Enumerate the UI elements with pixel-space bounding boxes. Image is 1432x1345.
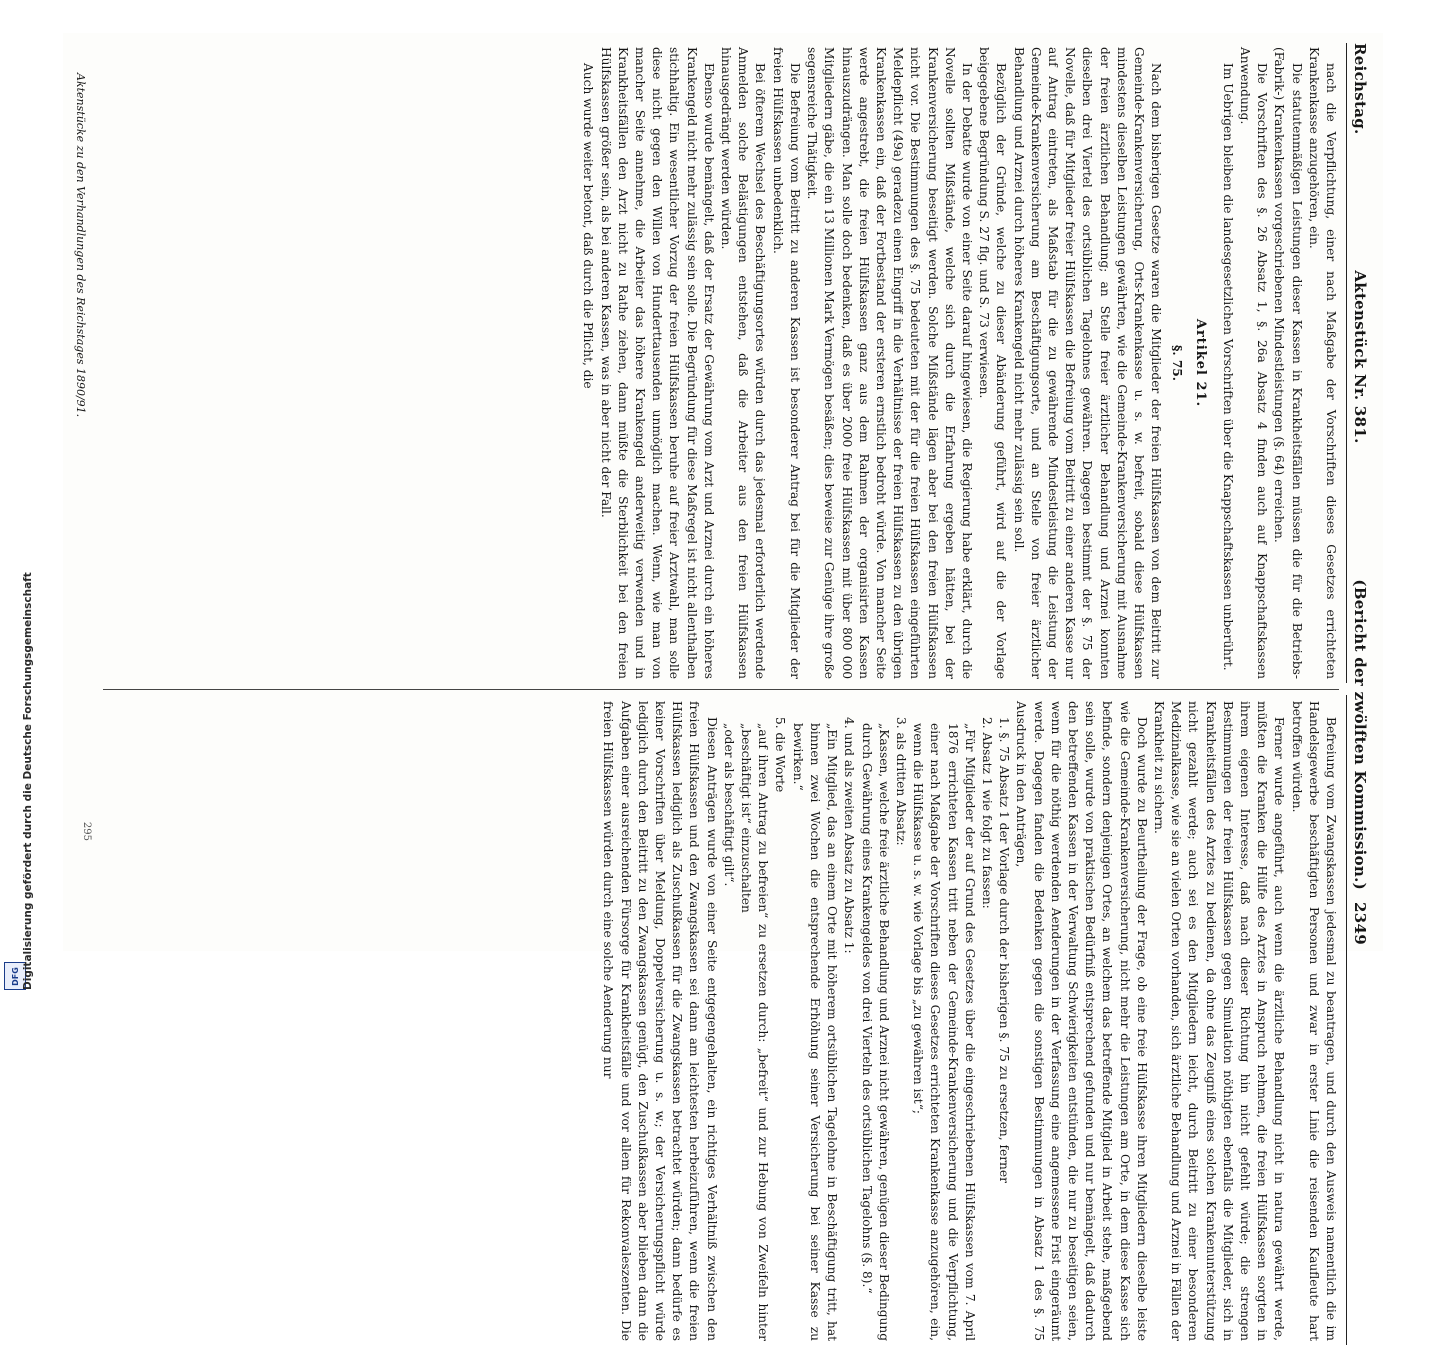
quoted-text: „auf ihren Antrag zu befreien“ zu ersetzen durch: „befreit“ und zur Hebung von Zweifeln hinter „beschäftigt ist“ einzuschalten xyxy=(739,723,771,1341)
left-paragraph: Die statutenmäßigen Leistungen dieser Kassen in Krankheitsfällen müssen die für die Betriebs-(Fabrik-) Krankenkassen vorgeschriebenen Mindestleistungen (§. 64) erreichen. xyxy=(1272,47,1304,679)
left-paragraph: Bei öfterem Wechsel des Beschäftigungsortes würden durch das jedesmal erforderlich werdende Anmelden solche Belästigungen entstehen, daß die Arbeiter aus den freien Hülfskassen hinausgedrängt werden würden. xyxy=(719,47,768,679)
section-title: §. 75. xyxy=(1170,344,1185,382)
right-paragraph: Doch wurde zu Beurtheilung der Frage, ob eine freie Hülfskasse ihren Mitgliedern dieselbe leiste wie die Gemeinde-Krankenversicherung, nicht mehr die Leistungen am Orte, in dem diese Kasse sich befinde, sondern denjenigen Ortes, an welchem das betreffende Mitglied in Arbeit stehe, maßgebend sein solle, wurde von praktischen Bedürfniß entsprechend gefunden und nur bemängelt, daß dadurch den betreffenden Kassen in der Verwaltung Schwierigkeiten entstünden, die nur zu beseitigen seien, wenn für die nöthig werdenden Aenderungen in der Verfassung eine angemessene Frist eingeräumt werde. Dagegen fanden die Bedenken gegen die sonstigen Bestimmungen in Absatz 1 des §. 75 Ausdruck in den Anträgen, xyxy=(1014,701,1149,1341)
quoted-text: „Ein Mitglied, das an einem Orte mit höherem ortsüblichen Tagelohne in Beschäftigung tritt, hat binnen zwei Wochen die entsprechende Erhöhung seiner Versicherung bei seiner Kasse zu bewirken.“ xyxy=(790,723,840,1341)
left-paragraph: nach die Verpflichtung, einer nach Maßgabe der Vorschriften dieses Gesetzes errichteten Krankenkasse anzugehören, ein. xyxy=(1306,47,1338,679)
numbered-item: 2. Absatz 1 wie folgt zu fassen: xyxy=(979,717,994,909)
page-header xyxy=(1351,43,1379,945)
left-paragraph: Ebenso wurde bemängelt, daß der Ersatz der Gewährung vom Arzt und Arznei durch ein höheres Krankengeld nicht mehr zulässig sein solle. Die Begründung für diese Maßregel ist nicht allenthalben stichhaltig. Ein wesentlicher Vorzug der freien Hülfskassen beruhe auf freier Arztwahl, man solle diese nicht gegen den Willen von Hunderttausenden unmöglich machen. Wenn, wie man von mancher Seite annehme, die Arbeiter das höhere Krankengeld anderweitig verwenden und in Krankheitsfällen den Arzt nicht zu Rathe ziehen, dann müßte die Sterblichkeit bei den freien Hülfskassen größer sein, als bei anderen Kassen, was in aber nicht der Fall. xyxy=(598,47,716,680)
header-right-title: (Bericht der zwölften Kommission.) xyxy=(1351,579,1369,891)
header-left: Reichstag. xyxy=(1351,43,1369,135)
left-paragraph: In der Debatte wurde von einer Seite darauf hingewiesen, die Regierung habe erklärt, durch die Novelle sollten Mißstände, welche sich durch die Erfahrung ergeben hätten, bei der Krankenversicherung beseitigt werden. Solche Mißstände lägen aber bei den freien Hülfskassen nicht vor. Die Bestimmungen des §. 75 bedeuteten mit der für die freien Hülfskassen eingeführten Meldepflicht (49a) geradezu einen Eingriff in die Verhältnisse der freien Hülfskassen zu den übrigen Krankenkassen ein, daß der Fortbestand der ersteren ernstlich bedroht würde. Von mancher Seite werde angestrebt, die freien Hülfskassen ganz aus dem Rahmen der organisirten Kassen hinauszudrängen. Man solle doch bedenken, daß es über 2000 freie Hülfskassen mit über 800 000 Mitgliedern gäbe, die ein 13 Millionen Mark Vermögen besäßen; dies beweise zur Genüge ihre große segensreiche Thätigkeit. xyxy=(805,47,974,679)
page-footer: Aktenstücke zu den Verhandlungen des Reichstages 1890/91. xyxy=(74,73,87,418)
page-number: 2349 xyxy=(1351,902,1369,945)
right-paragraph: Befreiung vom Zwangskassen jedesmal zu beantragen, und durch den Ausweis namentlich die im Handelsgewerbe beschäftigten Personen und zwar in erster Linie die reisenden Kaufleute hart betroffen würden. xyxy=(1289,701,1338,1341)
column-divider xyxy=(103,689,1339,690)
numbered-item: 4. und als zweiten Absatz zu Absatz 1: xyxy=(842,717,857,954)
left-paragraph: Auch wurde weiter betont, daß durch die Pflicht, die xyxy=(581,63,596,389)
left-column xyxy=(579,47,1339,679)
numbered-item: 1. §. 75 Absatz 1 der Vorlage durch der bisherigen §. 75 zu ersetzen, ferner xyxy=(997,717,1012,1183)
right-paragraph: Diesen Anträgen wurde von einer Seite entgegengehalten, ein richtiges Verhältniß zwischen den freien Hülfskassen und den Zwangskassen sei dann am leichtesten herbeizuführen, wenn die freien Hülfskassen lediglich als Zuschußkassen für die Zwangskassen betrachtet würden; dann bedürfe es keiner Vorschriften über Meldung, Doppelversicherung u. s. w.; der Versicherungspflicht würde lediglich durch den Beitritt zu den Zwangskassen genügt, den Zuschußkassen aber blieben dann die Aufgaben einer ausreichenden Fürsorge für Krankheitsfälle und vor allem für Rekonvaleszenten. Die freien Hülfskassen würden durch eine solche Aenderung nur xyxy=(601,701,719,1341)
quoted-text: „Kassen, welche freie ärztliche Behandlung und Arznei nicht gewähren, genügen dieser Bedingung durch Gewährung eines Krankengeldes von drei Vierteln des ortsüblichen Tagelohns (§. 8).“ xyxy=(859,723,891,1341)
dfg-logo-icon: DFG xyxy=(4,962,26,990)
left-paragraph: Nach dem bisherigen Gesetze waren die Mitglieder der freien Hülfskassen von dem Beitritt zur Gemeinde-Krankenversicherung, Orts-Krankenkasse u. s. w. befreit, sobald diese Hülfskassen mindestens dieselben Leistungen gewährten, wie die Gemeinde-Krankenversicherung mit Ausnahme der freien ärztlichen Behandlung; an Stelle freier ärztlicher Behandlung und Arznei konnten dieselben drei Viertel des ortsüblichen Tagelohnes gewähren. Dagegen bestimmt der §. 75 der Novelle, daß für Mitglieder freier Hülfskassen die Befreiung vom Beitritt zu einer anderen Kasse nur auf Antrag eintreten, als Maßstab für die zu gewährende Mindestleistung die Leistung der Gemeinde-Krankenversicherung am Beschäftigungsorte, und an Stelle von freier ärztlicher Behandlung und Arznei durch höheres Krankengeld nicht mehr zulässig sein soll. xyxy=(1011,47,1164,679)
digitization-credit xyxy=(0,0,34,1000)
scanned-page xyxy=(63,33,1383,1341)
left-paragraph: Bezüglich der Gründe, welche zu dieser Abänderung geführt, wird auf die der Vorlage beigegebene Begründung S. 27 flg. und S. 73 verwiesen. xyxy=(977,47,1009,679)
credit-text: Digitalisierung gefördert durch die Deutsche Forschungsgemeinschaft xyxy=(22,572,34,990)
header-rule-right xyxy=(1346,695,1347,1345)
header-middle: Aktenstück Nr. 381. xyxy=(1351,270,1369,444)
right-paragraph: Ferner wurde angeführt, auch wenn die ärztliche Behandlung nicht in natura gewährt werde, müßten die Kranken die Hülfe des Arztes in Anspruch nehmen, die freien Hülfskassen sorgten in ihrem eigenen Interesse, daß nach dieser Richtung hin nicht gefehlt würde; die strengen Bestimmungen der freien Hülfskassen gegen Simulation nöthigten ebenfalls die Mitglieder, sich in Krankheitsfällen des Arztes zu bedienen, da ohne das Zeugniß eines solchen Krankenunterstützung nicht gezahlt werde; auch sei es den Mitgliedern leicht, durch Beitritt zu einer besonderen Medizinalkasse, wie sie an vielen Orten vorhanden, sich ärztliche Behandlung und Arznei in Fällen der Krankheit zu sichern. xyxy=(1151,701,1287,1341)
right-column xyxy=(599,701,1339,1341)
quoted-text: „oder als beschäftigt gilt“. xyxy=(721,723,736,887)
numbered-item: 3. als dritten Absatz: xyxy=(893,717,908,846)
left-paragraph: Die Vorschriften des §. 26 Absatz 1, §. 26a Absatz 4 finden auch auf Knappschaftskassen Anwendung. xyxy=(1237,47,1270,679)
numbered-item: 5. die Worte xyxy=(773,717,788,793)
article-title: Artikel 21. xyxy=(1192,318,1208,408)
header-rule-left xyxy=(1346,43,1347,683)
left-paragraph: Die Befreiung vom Beitritt zu anderen Kassen ist besonderer Antrag bei für die Mitglieder der freien Hülfskassen unbedenklich. xyxy=(770,47,802,679)
quoted-text: „Für Mitglieder der auf Grund des Gesetzes über die eingeschriebenen Hülfskassen vom 7. April 1876 errichteten Kassen tritt neben der Gemeinde-Krankenversicherung und die Verpflichtung, einer nach Maßgabe der Vorschriften dieses Gesetzes errichteten Krankenkasse anzugehören, ein, wenn die Hülfskasse u. s. w. wie Vorlage bis „zu gewähren ist“; xyxy=(911,723,977,1341)
left-paragraph: Im Uebrigen bleiben die landesgesetzlichen Vorschriften über die Knappschaftskassen unberührt. xyxy=(1220,63,1235,671)
sheet-signature: 295 xyxy=(81,821,92,841)
